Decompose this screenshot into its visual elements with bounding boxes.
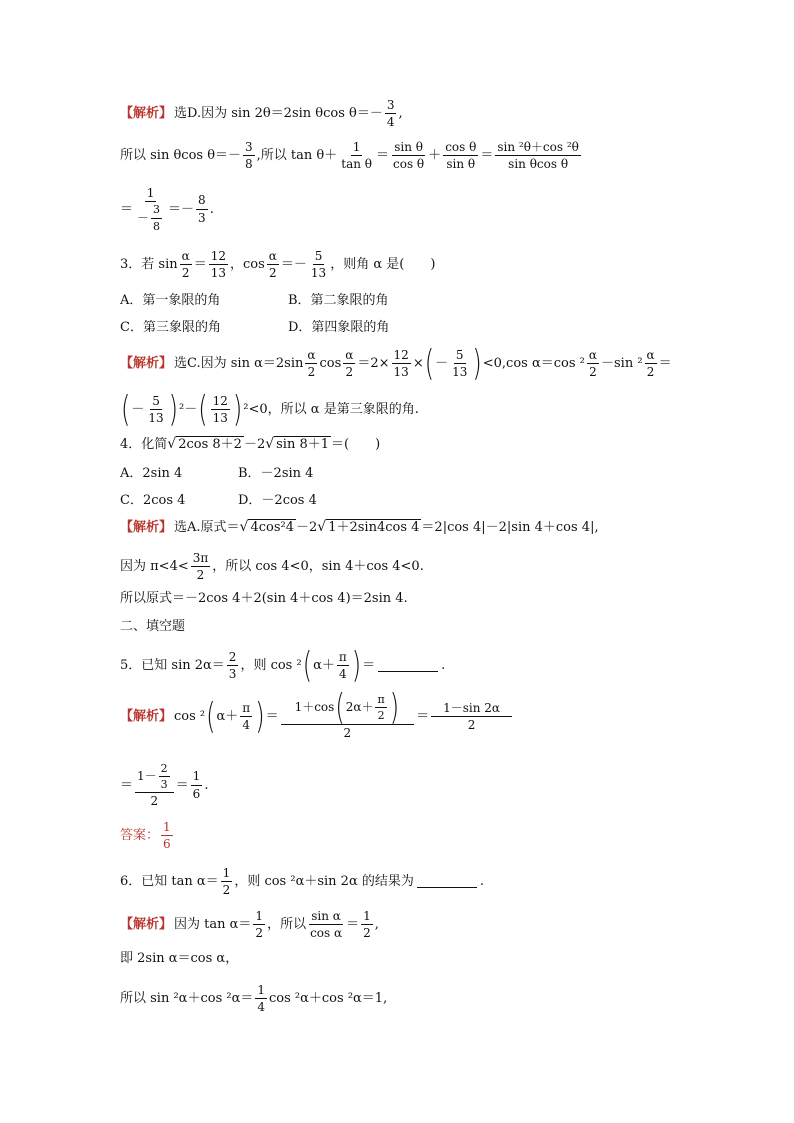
solution-5-line-2: ＝ 1－ $\frac{2}{3}$ 2 ＝ $\frac{1}{6}$ . [120,762,209,809]
radicand: 4cos²4 [250,520,295,536]
fraction: $\frac{\alpha}{2}$ [588,348,597,380]
fraction: $\frac{\alpha}{2}$ [268,249,277,281]
solution-5-line-1: 【解析】 cos ² ( α＋ $\frac{\pi}{4}$ ) ＝ 1＋cos ( 2α＋ $\frac{\pi}{2}$ ) 2 ＝ $\frac{1-\sin 2\alpha}{2}$ [120,693,514,741]
solution-3-line-2: ( － $\frac{5}{13}$ ) ²－ ( $\frac{12}{13}$ ) ²<0，所以 α 是第三象限的角. [121,388,419,431]
compound-fraction: 1＋cos ( 2α＋ $\frac{\pi}{2}$ ) 2 [281,693,414,741]
fraction: $\frac{1}{2}$ [255,909,264,941]
solution-2-line-2: 所以 sin θcos θ＝－ $\frac{3}{8}$ ,所以 tan θ＋ $\frac{1}{\text{tan θ}}$ ＝ $\frac{\text{sin θ}}{\text{cos θ}}$ ＋ $\frac{\text{cos θ}}{\text{sin θ}}$ ＝ $\frac{\text{sin ²θ＋cos ²θ}}{\text{sin θcos θ}}$ [120,140,579,172]
solution-4-line-3: 所以原式＝－2cos 4＋2(sin 4＋cos 4)＝2sin 4. [120,591,408,606]
question-3-options-row-1 [120,293,389,309]
fraction: $\frac{3}{8}$ [245,140,253,172]
answer-label: 答案： [120,828,160,844]
right-paren: ) [232,388,243,431]
fraction: $\frac{2}{3}$ [228,650,237,682]
answer-blank[interactable] [378,659,438,672]
left-paren: ( [302,644,313,687]
radicand: sin 8＋1 [276,437,330,453]
solution-6-line-3: 所以 sin ²α＋cos ²α＝ $\frac{1}{4}$ cos ²α＋cos ²α＝1, [120,983,388,1015]
question-6: 6．已知 tan α＝ $\frac{1}{2}$ ，则 cos ²α＋sin 2α 的结果为 . [120,866,485,898]
answer-5 [120,820,175,852]
radicand: 2cos 8＋2 [178,437,242,453]
analysis-tag: 【解析】 [120,709,173,725]
analysis-tag: 【解析】 [120,917,173,933]
left-paren: ( [206,695,216,738]
fraction: $\frac{5}{13}$ [310,249,327,281]
left-paren: ( [198,388,208,431]
fraction: $\frac{8}{3}$ [198,193,206,225]
option-b: B．－2sin 4 [238,466,314,481]
option-c: C．第三象限的角 [120,320,221,335]
fraction: $\frac{1}{\text{tan θ}}$ [341,140,372,172]
fraction: $\frac{\alpha}{2}$ [646,348,655,380]
analysis-tag: 【解析】 [120,106,173,122]
answer-blank[interactable] [417,875,477,888]
fraction: $\frac{3\pi}{2}$ [192,551,209,583]
fraction: $\frac{12}{13}$ [212,394,228,426]
question-4-options-row-2 [120,493,317,509]
option-a: A．第一象限的角 [120,293,221,308]
right-paren: ) [255,695,265,738]
fraction: $\frac{3}{4}$ [386,98,395,130]
fraction: $\frac{5}{13}$ [148,394,164,426]
fraction: $\frac{12}{13}$ [393,348,409,380]
right-paren: ) [472,342,482,385]
radicand: 1＋2sin4cos 4 [328,520,420,536]
radical-sign: √ [317,519,327,535]
fraction: $\frac{\text{sin α}}{\text{cos α}}$ [310,909,343,941]
right-paren: ) [168,388,179,431]
right-paren: ) [351,644,362,687]
analysis-tag: 【解析】 [120,356,173,372]
compound-fraction: 1－ $\frac{2}{3}$ 2 [135,762,174,809]
solution-2-line-3: ＝ 1 － $\frac{3}{8}$ ＝－ $\frac{8}{3}$ . [120,186,214,233]
left-paren: ( [121,388,131,431]
fraction: $\frac{1}{6}$ [192,769,201,801]
fraction: $\frac{12}{13}$ [210,249,227,281]
question-3: 3．若 sin $\frac{\alpha}{2}$ ＝ $\frac{12}{13}$ ，cos $\frac{\alpha}{2}$ ＝－ $\frac{5}{13}$ ，则角 α 是( ) [120,249,436,281]
fraction: $\frac{\text{cos θ}}{\text{sin θ}}$ [445,140,477,172]
question-3-options-row-2 [120,320,389,336]
radical-sign: √ [167,436,177,452]
fraction: $\frac{\pi}{4}$ [242,700,251,733]
option-c: C．2cos 4 [120,493,186,508]
fraction: $\frac{\text{sin θ}}{\text{cos θ}}$ [393,140,425,172]
compound-fraction: 1 － $\frac{3}{8}$ [137,186,161,233]
solution-2-line-1: 【解析】 选D.因为 sin 2θ＝2sin θcos θ＝－ $\frac{3}{4}$ , [120,98,403,130]
fraction: $\frac{1}{4}$ [257,983,265,1015]
solution-6-line-1: 【解析】 因为 tan α＝ $\frac{1}{2}$ ，所以 $\frac{\text{sin α}}{\text{cos α}}$ ＝ $\frac{1}{2}$ , [120,909,379,941]
question-4: 4．化简 √ 2cos 8＋2 －2 √ sin 8＋1 ＝( ) [120,436,381,453]
option-d: D．－2cos 4 [238,493,317,508]
fraction: $\frac{\alpha}{2}$ [307,348,316,380]
fraction: $\frac{\alpha}{2}$ [345,348,354,380]
solution-4-line-1: 【解析】 选A.原式＝ √ 4cos²4 －2 √ 1＋2sin4cos 4 ＝2|cos 4|－2|sin 4＋cos 4|, [120,519,599,536]
fraction: $\frac{1}{2}$ [222,866,231,898]
question-5: 5．已知 sin 2α＝ $\frac{2}{3}$ ，则 cos ² ( α＋ $\frac{\pi}{4}$ ) ＝ . [120,644,446,687]
option-b: B．第二象限的角 [288,293,389,308]
solution-4-line-2: 因为 π<4< $\frac{3\pi}{2}$ ，所以 cos 4<0，sin 4＋cos 4<0. [120,551,424,583]
solution-3-line-1: 【解析】 选C.因为 sin α＝2sin $\frac{\alpha}{2}$ cos $\frac{\alpha}{2}$ ＝2× $\frac{12}{13}$ × ( － $\frac{5}{13}$ ) <0,cos α＝cos ² $\frac{\alpha}{2}$ －sin ² $\frac{\alpha}{2}$ ＝ [120,342,672,385]
radical-sign: √ [239,519,249,535]
fraction: $\frac{5}{13}$ [452,348,468,380]
fraction: $\frac{\alpha}{2}$ [181,249,190,281]
fraction: $\frac{\text{sin ²θ＋cos ²θ}}{\text{sin θcos θ}}$ [497,140,579,172]
radical-sign: √ [265,436,275,452]
left-paren: ( [424,342,435,385]
answer-fraction: $\frac{1}{6}$ [163,820,171,852]
analysis-tag: 【解析】 [120,519,173,535]
solution-6-line-2: 即 2sin α＝cos α， [120,951,239,966]
fraction: $\frac{\pi}{4}$ [338,650,347,682]
section-heading: 二、填空题 [120,619,186,634]
fraction: $\frac{1}{2}$ [363,909,371,941]
option-d: D．第四象限的角 [288,320,390,335]
option-a: A．2sin 4 [120,466,183,481]
question-4-options-row-1 [120,466,313,482]
fraction: $\frac{1-\sin 2\alpha}{2}$ [431,701,512,733]
